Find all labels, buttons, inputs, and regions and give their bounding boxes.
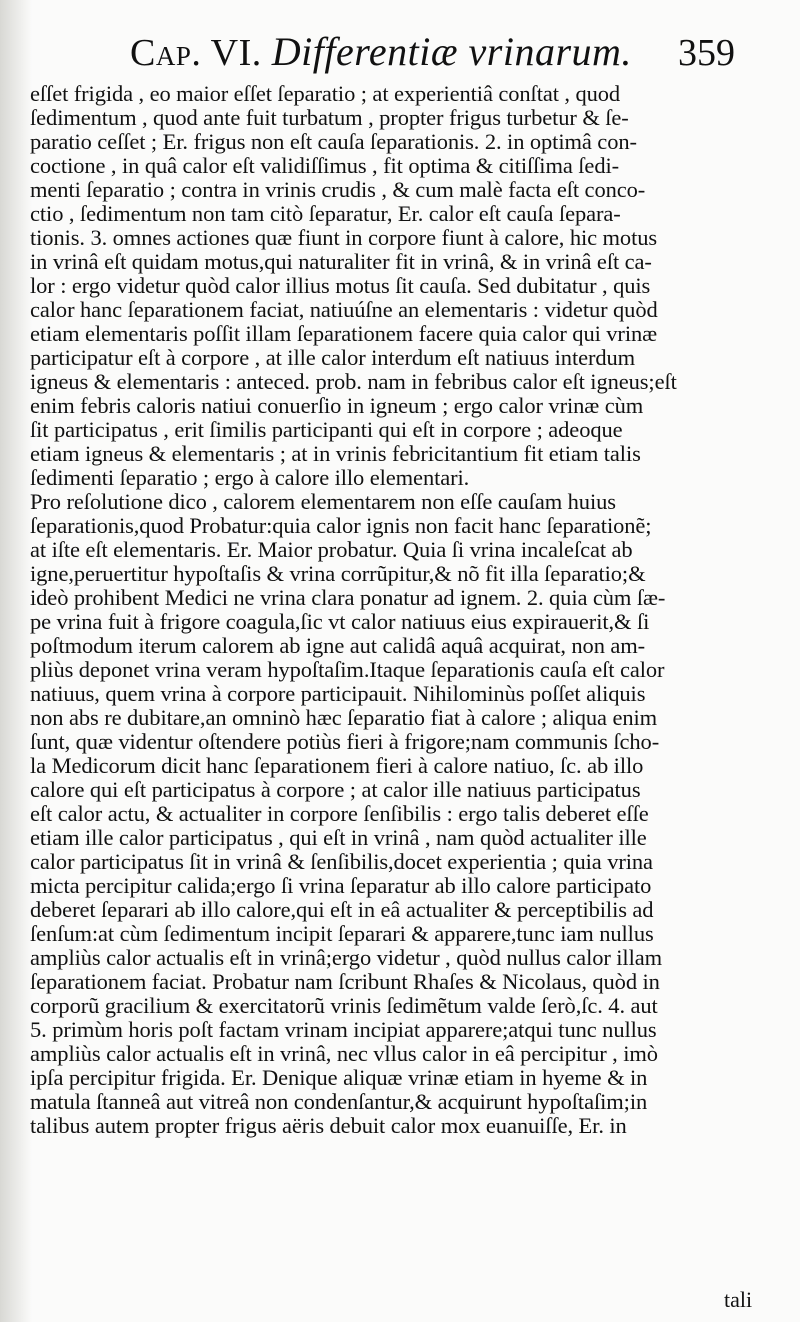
text-line: ideò prohibent Medici ne vrina clara ponatur ad ignem. 2. quia cùm ſæ- (30, 586, 666, 610)
text-line: talibus autem propter frigus aëris debuit calor mox euanuiſſe, Er. in (30, 1114, 627, 1138)
chapter-label: Cap. VI. (130, 32, 262, 74)
page-gutter-shadow (0, 0, 32, 1322)
catchword: tali (724, 1287, 753, 1312)
text-line: igneus & elementaris : anteced. prob. nam in febribus calor eſt igneus;eſt (30, 370, 677, 394)
page-header (0, 18, 800, 78)
text-line: pe vrina fuit à frigore coagula,ſic vt calor natiuus eius expirauerit,& ſi (30, 610, 650, 634)
text-line: ſeparationis,quod Probatur:quia calor ignis non facit hanc ſeparationẽ; (30, 514, 652, 538)
text-line: micta percipitur calida;ergo ſi vrina ſeparatur ab illo calore participato (30, 874, 652, 898)
text-line: deberet ſeparari ab illo calore,qui eſt in eâ actualiter & perceptibilis ad (30, 898, 654, 922)
text-line: calor hanc ſeparationem faciat, natiuúſne an elementaris : videtur quòd (30, 298, 658, 322)
page-number: 359 (678, 32, 735, 74)
text-line: menti ſeparatio ; contra in vrinis crudis , & cum malè facta eſt conco- (30, 178, 646, 202)
chapter-title: Differentiæ vrinarum. (271, 29, 632, 74)
text-line: ctio , ſedimentum non tam citò ſeparatur, Er. calor eſt cauſa ſepara- (30, 202, 621, 226)
text-line: pliùs deponet vrina veram hypoſtaſim.Itaque ſeparationis cauſa eſt calor (30, 658, 665, 682)
text-line: Pro reſolutione dico , calorem elementarem non eſſe cauſam huius (30, 490, 616, 514)
text-line: enim febris caloris natiui conuerſio in igneum ; ergo calor vrinæ cùm (30, 394, 644, 418)
text-line: ſit participatus , erit ſimilis participanti qui eſt in corpore ; adeoque (30, 418, 623, 442)
body-text (30, 82, 790, 1138)
text-line: ſenſum:at cùm ſedimentum incipit ſeparari & apparere,tunc iam nullus (30, 922, 654, 946)
running-head (130, 28, 632, 77)
text-line: lor : ergo videtur quòd calor illius motus ſit cauſa. Sed dubitatur , quis (30, 274, 651, 298)
text-line: calor participatus ſit in vrinâ & ſenſibilis,docet experientia ; quia vrina (30, 850, 653, 874)
text-line: participatur eſt à corpore , at ille calor interdum eſt natiuus interdum (30, 346, 636, 370)
text-line: at iſte eſt elementaris. Er. Maior probatur. Quia ſi vrina incaleſcat ab (30, 538, 633, 562)
text-line: calore qui eſt participatus à corpore ; at calor ille natiuus participatus (30, 778, 641, 802)
text-line: non abs re dubitare,an omninò hæc ſeparatio fiat à calore ; aliqua enim (30, 706, 658, 730)
text-line: poſtmodum iterum calorem ab igne aut calidâ aquâ acquirat, non am- (30, 634, 646, 658)
text-line: 5. primùm horis poſt factam vrinam incipiat apparere;atqui tunc nullus (30, 1018, 657, 1042)
text-line: la Medicorum dicit hanc ſeparationem fieri à calore natiuo, ſc. ab illo (30, 754, 644, 778)
text-line: paratio ceſſet ; Er. frigus non eſt cauſa ſeparationis. 2. in optimâ con- (30, 130, 637, 154)
text-line: ſedimenti ſeparatio ; ergo à calore illo elementari. (30, 466, 470, 490)
text-line: ampliùs calor actualis eſt in vrinâ;ergo videtur , quòd nullus calor illam (30, 946, 663, 970)
text-line: coctione , in quâ calor eſt validiſſimus , fit optima & citiſſima ſedi- (30, 154, 620, 178)
text-line: eſſet frigida , eo maior eſſet ſeparatio ; at experientiâ conſtat , quod (30, 82, 621, 106)
text-line: eſt calor actu, & actualiter in corpore ſenſibilis : ergo talis deberet eſſe (30, 802, 649, 826)
text-line: igne,peruertitur hypoſtaſis & vrina corrũpitur,& nõ fit illa ſeparatio;& (30, 562, 646, 586)
text-line: etiam elementaris poſſit illam ſeparationem facere quia calor qui vrinæ (30, 322, 658, 346)
text-line: ſeparationem faciat. Probatur nam ſcribunt Rhaſes & Nicolaus, quòd in (30, 970, 660, 994)
text-line: tionis. 3. omnes actiones quæ fiunt in corpore fiunt à calore, hic motus (30, 226, 658, 250)
text-line: in vrinâ eſt quidam motus,qui naturaliter fit in vrinâ, & in vrinâ eſt ca- (30, 250, 652, 274)
text-line: matula ſtanneâ aut vitreâ non condenſantur,& acquirunt hypoſtaſim;in (30, 1090, 648, 1114)
text-line: ſunt, quæ videntur oſtendere potiùs fieri à frigore;nam communis ſcho- (30, 730, 660, 754)
text-line: corporũ gracilium & exercitatorũ vrinis ſedimẽtum valde ſerò,ſc. 4. aut (30, 994, 658, 1018)
text-line: natiuus, quem vrina à corpore participauit. Nihilominùs poſſet aliquis (30, 682, 646, 706)
text-line: ſedimentum , quod ante fuit turbatum , propter frigus turbetur & ſe- (30, 106, 629, 130)
text-line: ipſa percipitur frigida. Er. Denique aliquæ vrinæ etiam in hyeme & in (30, 1066, 648, 1090)
text-line: ampliùs calor actualis eſt in vrinâ, nec vllus calor in eâ percipitur , imò (30, 1042, 658, 1066)
text-line: etiam ille calor participatus , qui eſt in vrinâ , nam quòd actualiter ille (30, 826, 647, 850)
text-line: etiam igneus & elementaris ; at in vrinis febricitantium fit etiam talis (30, 442, 641, 466)
